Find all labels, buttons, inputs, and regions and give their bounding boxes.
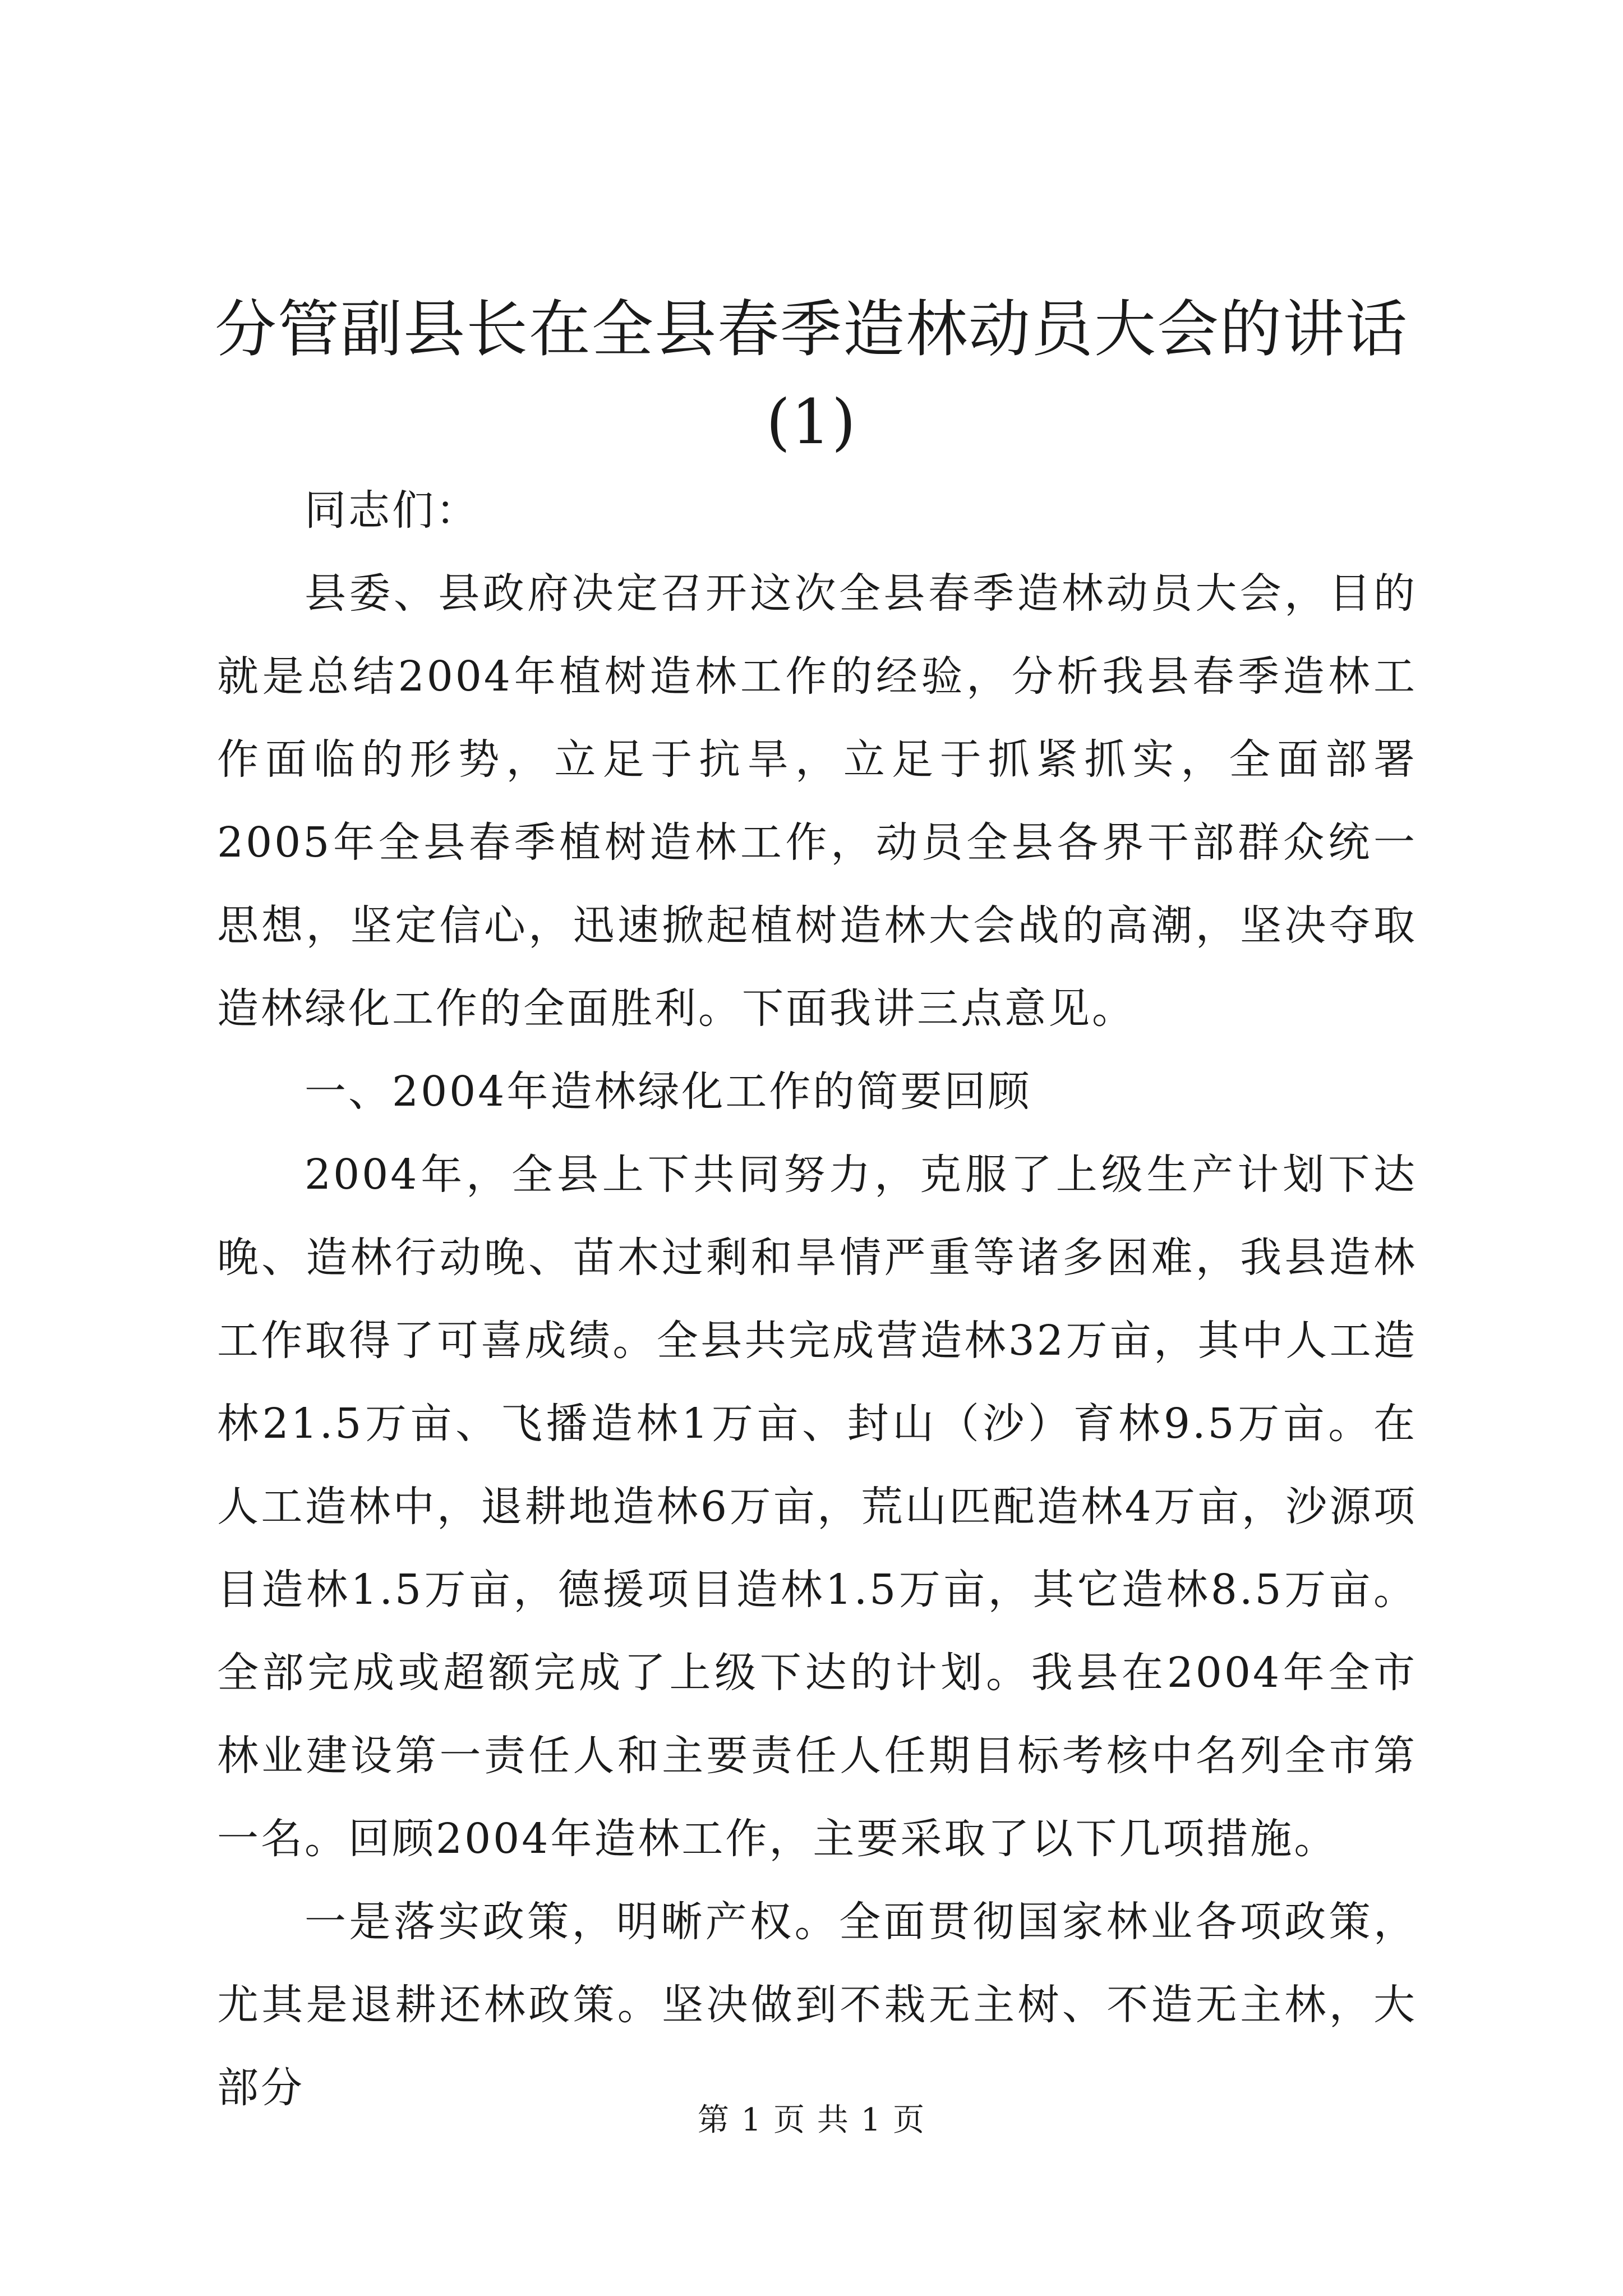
paragraph-review: 2004年，全县上下共同努力，克服了上级生产计划下达晚、造林行动晚、苗木过剩和旱情严重等诸多困难，我县造林工作取得了可喜成绩。全县共完成营造林32万亩，其中人工造林21.5万亩、飞播造林1万亩、封山（沙）育林9.5万亩。在人工造林中，退耕地造林6万亩，荒山匹配造林4万亩，沙源项目造林1.5万亩，德援项目造林1.5万亩，其它造林8.5万亩。全部完成或超额完成了上级下达的计划。我县在2004年全市林业建设第一责任人和主要责任人任期目标考核中名列全市第一名。回顾2004年造林工作，主要采取了以下几项措施。	[217, 1151, 1417, 1863]
title-line-1: 分管副县长在全县春季造林动员大会的讲话	[215, 293, 1408, 365]
salutation: 同志们：	[305, 486, 479, 535]
paragraph-policy: 一是落实政策，明晰产权。全面贯彻国家林业各项政策，尤其是退耕还林政策。坚决做到不栽无主树、不造无主林，大部分	[217, 1898, 1417, 2112]
paragraph-intro: 县委、县政府决定召开这次全县春季造林动员大会，目的就是总结2004年植树造林工作的经验，分析我县春季造林工作面临的形势，立足于抗旱，立足于抓紧抓实，全面部署2005年全县春季植树造林工作，动员全县各界干部群众统一思想，坚定信心，迅速掀起植树造林大会战的高潮，坚决夺取造林绿化工作的全面胜利。下面我讲三点意见。	[217, 569, 1417, 1033]
document-title	[213, 283, 1410, 468]
document-body	[217, 469, 1417, 2129]
title-line-2: (1)	[766, 386, 857, 458]
page-footer: 第 1 页 共 1 页	[697, 2102, 926, 2138]
section-heading-1: 一、2004年造林绿化工作的简要回顾	[305, 1068, 1032, 1116]
